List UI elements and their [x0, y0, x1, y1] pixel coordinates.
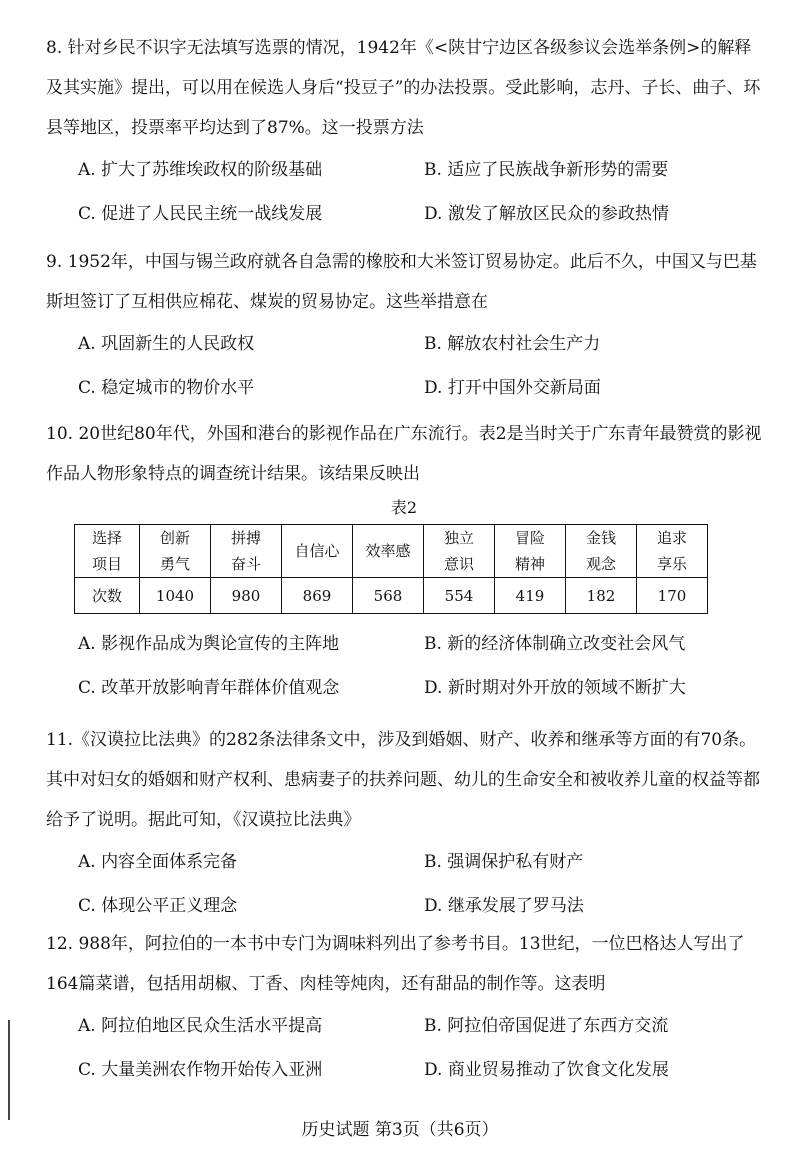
question-stem: 8. 针对乡民不识字无法填写选票的情况，1942年《<陕甘宁边区各级参议会选举条例>的解释及其实施》提出，可以用在候选人身后“投豆子”的办法投票。受此影响，志丹、子长、曲子、环县等地区，投票率平均达到了87%。这一投票方法 [46, 38, 761, 138]
header-line: 享乐 [656, 555, 687, 573]
header-line: 金钱 [585, 529, 616, 547]
option-b: B. 阿拉伯帝国促进了东西方交流 [424, 1016, 669, 1036]
options-grid [78, 622, 762, 710]
option-d: D. 商业贸易推动了饮食文化发展 [424, 1060, 669, 1080]
options-grid [78, 1004, 762, 1092]
scan-artifact-line [8, 1020, 10, 1120]
header-cell [353, 525, 424, 578]
option-a: A. 巩固新生的人民政权 [78, 334, 255, 354]
question-stem: 9. 1952年，中国与锡兰政府就各自急需的橡胶和大米签订贸易协定。此后不久，中国又与巴基斯坦签订了互相供应棉花、煤炭的贸易协定。这些举措意在 [46, 252, 757, 312]
question-stem: 12. 988年，阿拉伯的一本书中专门为调味料列出了参考书目。13世纪，一位巴格达人写出了164篇菜谱，包括用胡椒、丁香、肉桂等炖肉，还有甜品的制作等。这表明 [46, 934, 745, 994]
value-cell: 182 [566, 578, 637, 614]
survey-table [74, 524, 708, 614]
option-b: B. 强调保护私有财产 [424, 852, 584, 872]
value-cell: 170 [637, 578, 708, 614]
header-cell [140, 525, 211, 578]
header-line: 创新 [159, 529, 190, 547]
question-12 [46, 924, 762, 1092]
table-data-row [75, 578, 708, 614]
header-cell [637, 525, 708, 578]
option-a: A. 阿拉伯地区民众生活水平提高 [78, 1016, 323, 1036]
header-line: 追求 [656, 529, 687, 547]
header-line: 选择 [91, 529, 122, 547]
header-line: 勇气 [159, 555, 190, 573]
option-d: D. 新时期对外开放的领域不断扩大 [424, 678, 686, 698]
option-a: A. 扩大了苏维埃政权的阶级基础 [78, 160, 323, 180]
value-cell: 1040 [140, 578, 211, 614]
header-line: 意识 [443, 555, 474, 573]
header-line: 独立 [443, 529, 474, 547]
header-cell [566, 525, 637, 578]
option-b: B. 解放农村社会生产力 [424, 334, 601, 354]
question-stem: 11.《汉谟拉比法典》的282条法律条文中，涉及到婚姻、财产、收养和继承等方面的有70条。其中对妇女的婚姻和财产权利、患病妻子的扶养问题、幼儿的生命安全和被收养儿童的权益等都给予了说明。据此可知，《汉谟拉比法典》 [46, 730, 760, 830]
option-c: C. 改革开放影响青年群体价值观念 [78, 678, 340, 698]
header-line: 项目 [91, 555, 122, 573]
question-stem: 10. 20世纪80年代，外国和港台的影视作品在广东流行。表2是当时关于广东青年最赞赏的影视作品人物形象特点的调查统计结果。该结果反映出 [46, 424, 762, 484]
option-b: B. 适应了民族战争新形势的需要 [424, 160, 669, 180]
question-10 [46, 414, 762, 710]
header-cell [495, 525, 566, 578]
value-cell: 980 [211, 578, 282, 614]
option-d: D. 继承发展了罗马法 [424, 896, 584, 916]
page-footer: 历史试题 第3页（共6页） [301, 1120, 499, 1140]
header-line: 拼搏 [230, 529, 261, 547]
option-c: C. 稳定城市的物价水平 [78, 378, 255, 398]
question-11 [46, 720, 762, 928]
option-c: C. 促进了人民民主统一战线发展 [78, 204, 323, 224]
options-grid [78, 840, 762, 928]
header-line: 效率感 [365, 542, 411, 560]
option-b: B. 新的经济体制确立改变社会风气 [424, 634, 686, 654]
value-cell: 554 [424, 578, 495, 614]
header-line: 自信心 [294, 542, 340, 560]
options-grid [78, 322, 762, 410]
value-cell: 568 [353, 578, 424, 614]
header-cell [211, 525, 282, 578]
option-d: D. 激发了解放区民众的参政热情 [424, 204, 669, 224]
options-grid [78, 148, 762, 236]
option-a: A. 内容全面体系完备 [78, 852, 238, 872]
value-cell: 419 [495, 578, 566, 614]
question-9 [46, 242, 762, 410]
header-cell [282, 525, 353, 578]
table-caption: 表2 [390, 498, 418, 517]
header-cell [75, 525, 140, 578]
header-cell [424, 525, 495, 578]
option-a: A. 影视作品成为舆论宣传的主阵地 [78, 634, 340, 654]
header-line: 观念 [585, 555, 616, 573]
header-line: 精神 [514, 555, 545, 573]
option-c: C. 大量美洲农作物开始传入亚洲 [78, 1060, 323, 1080]
table-header-row [75, 525, 708, 578]
header-line: 奋斗 [230, 555, 261, 573]
value-cell: 869 [282, 578, 353, 614]
option-d: D. 打开中国外交新局面 [424, 378, 601, 398]
row-label: 次数 [75, 578, 140, 614]
header-line: 冒险 [514, 529, 545, 547]
question-8 [46, 28, 762, 236]
option-c: C. 体现公平正义理念 [78, 896, 238, 916]
